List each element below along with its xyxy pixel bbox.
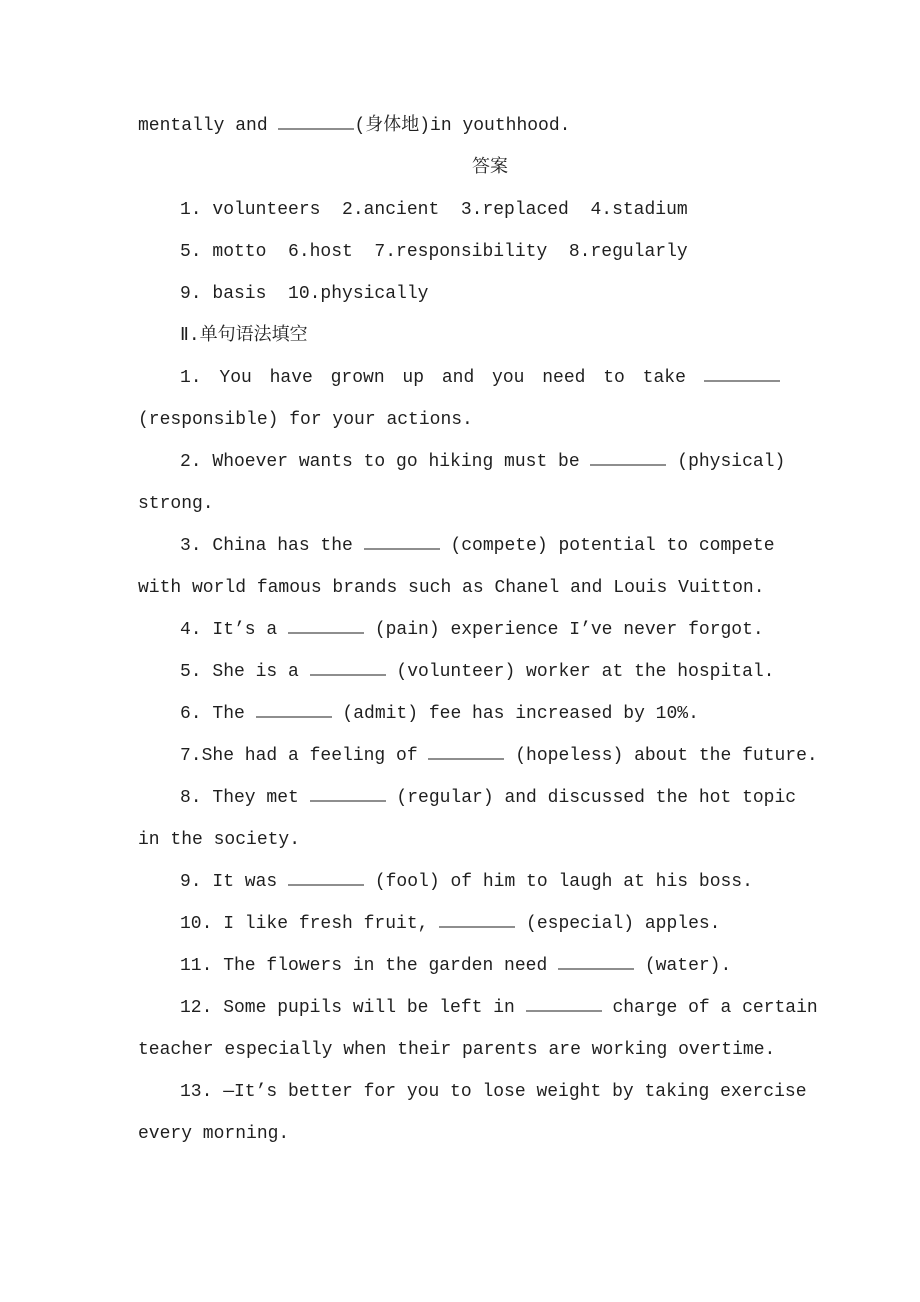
text-run: 1. You have grown up and you need to take	[180, 368, 704, 388]
text-run: 2. Whoever wants to go hiking must be	[180, 452, 591, 472]
text-run: (responsible) for your actions.	[138, 410, 473, 430]
document-line	[138, 735, 842, 777]
fill-in-blank	[288, 871, 364, 886]
text-run: 5. motto 6.host 7.responsibility 8.regularly	[180, 242, 688, 262]
document-line	[138, 357, 842, 399]
fill-in-blank	[704, 367, 780, 382]
text-run: Ⅱ.单句语法填空	[180, 326, 308, 346]
text-run: 4. It’s a	[180, 620, 289, 640]
text-run: strong.	[138, 494, 214, 514]
text-run: 12. Some pupils will be left in	[180, 998, 526, 1018]
fill-in-blank	[288, 619, 364, 634]
document-line	[138, 231, 842, 273]
text-run: (admit) fee has increased by 10%.	[331, 704, 699, 724]
document-line	[138, 609, 842, 651]
document-line	[138, 147, 842, 189]
text-run: 11. The flowers in the garden need	[180, 956, 559, 976]
text-run: 9. basis 10.physically	[180, 284, 429, 304]
fill-in-blank	[439, 913, 515, 928]
text-run: 10. I like fresh fruit,	[180, 914, 440, 934]
text-run: in the society.	[138, 830, 301, 850]
document-line	[138, 777, 842, 819]
document-line	[138, 1029, 842, 1071]
text-run: (especial) apples.	[515, 914, 721, 934]
text-run: with world famous brands such as Chanel and Louis Vuitton.	[138, 578, 765, 598]
text-run: 6. The	[180, 704, 256, 724]
text-run: 5. She is a	[180, 662, 310, 682]
text-run: 3. China has the	[180, 536, 364, 556]
text-run: mentally and	[138, 116, 279, 136]
document-line	[138, 441, 842, 483]
document-line	[138, 903, 842, 945]
text-run: (water).	[634, 956, 732, 976]
document-line	[138, 483, 842, 525]
text-run: 8. They met	[180, 788, 310, 808]
fill-in-blank	[428, 745, 504, 760]
document-line	[138, 1113, 842, 1155]
text-run: 9. It was	[180, 872, 289, 892]
document-line	[138, 315, 842, 357]
document-line	[138, 651, 842, 693]
document-line	[138, 273, 842, 315]
text-run: (pain) experience I’ve never forgot.	[364, 620, 764, 640]
text-run: (volunteer) worker at the hospital.	[385, 662, 775, 682]
document-line	[138, 105, 842, 147]
fill-in-blank	[310, 661, 386, 676]
document-line	[138, 525, 842, 567]
document-line	[138, 693, 842, 735]
document-line	[138, 819, 842, 861]
text-run: every morning.	[138, 1124, 290, 1144]
text-run: (physical)	[666, 452, 786, 472]
document-line	[138, 1071, 842, 1113]
text-run: charge of a certain	[601, 998, 818, 1018]
fill-in-blank	[526, 997, 602, 1012]
fill-in-blank	[256, 703, 332, 718]
document-line	[138, 567, 842, 609]
text-run: (regular) and discussed the hot topic	[385, 788, 797, 808]
text-run: 13. —It’s better for you to lose weight by taking exercise	[180, 1082, 807, 1102]
document-line	[138, 399, 842, 441]
fill-in-blank	[558, 955, 634, 970]
text-run: (身体地)in youthhood.	[354, 116, 571, 136]
text-run: 7.She had a feeling of	[180, 746, 429, 766]
text-run: teacher especially when their parents are working overtime.	[138, 1040, 776, 1060]
text-run: (fool) of him to laugh at his boss.	[364, 872, 753, 892]
fill-in-blank	[310, 787, 386, 802]
fill-in-blank	[590, 451, 666, 466]
fill-in-blank	[278, 115, 354, 130]
fill-in-blank	[364, 535, 440, 550]
document-line	[138, 987, 842, 1029]
document-line	[138, 945, 842, 987]
text-run: 1. volunteers 2.ancient 3.replaced 4.stadium	[180, 200, 688, 220]
text-run: (hopeless) about the future.	[504, 746, 818, 766]
text-run: (compete) potential to compete	[439, 536, 775, 556]
text-run: 答案	[472, 158, 508, 178]
document-line	[138, 861, 842, 903]
document-line	[138, 189, 842, 231]
